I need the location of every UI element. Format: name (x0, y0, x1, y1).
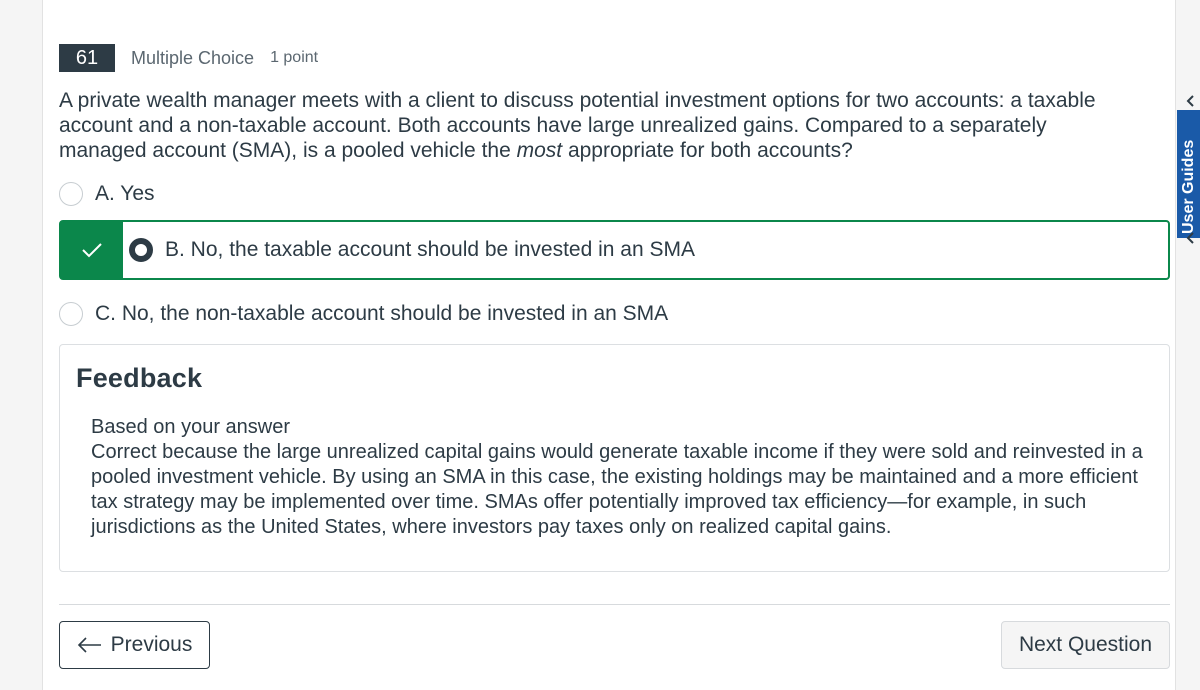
answer-option-b[interactable] (59, 220, 1170, 280)
feedback-panel (59, 344, 1170, 572)
radio-button-c[interactable] (59, 302, 83, 326)
radio-button-a[interactable] (59, 182, 83, 206)
checkmark-icon (81, 242, 103, 258)
arrow-left-icon (77, 637, 103, 653)
question-type: Multiple Choice (131, 47, 255, 68)
answer-option-c[interactable] (59, 302, 668, 326)
radio-button-b[interactable] (129, 238, 153, 262)
feedback-content (91, 415, 1151, 540)
answer-option-a[interactable] (59, 182, 155, 206)
previous-button[interactable] (59, 621, 210, 669)
next-button-label: Next Question (1018, 633, 1153, 656)
user-guides-label: User Guides (1180, 139, 1197, 234)
user-guides-tab[interactable] (1177, 110, 1200, 238)
prompt-emphasis: most (516, 139, 563, 162)
previous-button-label: Previous (110, 633, 193, 656)
feedback-subtitle: Based on your answer (91, 416, 291, 438)
question-points: 1 point (270, 49, 319, 66)
answer-label-b: B. No, the taxable account should be invested in an SMA (165, 238, 695, 261)
answer-label-a: A. Yes (95, 182, 155, 205)
next-question-button[interactable] (1001, 621, 1170, 669)
footer-divider (59, 604, 1170, 605)
chevron-down-icon[interactable] (1184, 231, 1198, 245)
prompt-text-end: appropriate for both accounts? (562, 139, 853, 162)
question-number: 61 (59, 44, 115, 72)
chevron-up-icon[interactable] (1184, 94, 1198, 108)
question-header (59, 44, 318, 72)
feedback-title: Feedback (76, 363, 203, 393)
answer-label-c: C. No, the non-taxable account should be invested in an SMA (95, 302, 669, 325)
feedback-text: Correct because the large unrealized capital gains would generate taxable income if they were sold and reinvested in a pooled investment vehicle. By using an SMA in this case, the existing holdings may be maintained and a more efficient tax strategy may be implemented over time. SMAs offer potentially improved tax efficiency—for example, in such jurisdictions as the United States, where investors pay taxes only on realized capital gains. (91, 441, 1143, 538)
prompt-text-start: A private wealth manager meets with a client to discuss potential investment options for two accounts: a taxable account and a non-taxable account. Both accounts have large unrealized gains. Compared to a separately managed account (SMA), is a pooled vehicle the (59, 89, 1096, 162)
question-prompt (59, 88, 1139, 163)
correct-indicator (61, 222, 123, 278)
